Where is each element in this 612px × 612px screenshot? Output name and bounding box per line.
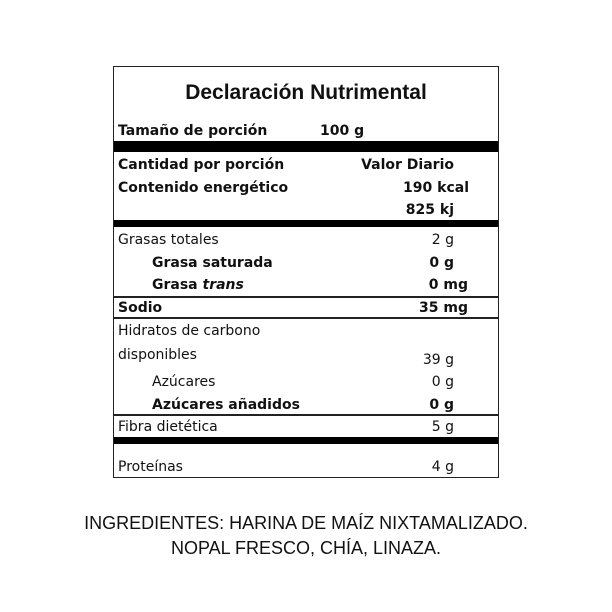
trans-fat-label-prefix: Grasa bbox=[152, 277, 203, 293]
sugars-label: Azúcares bbox=[152, 374, 216, 390]
trans-fat-value: 0 mg bbox=[428, 277, 468, 293]
ingredients-line-1 bbox=[0, 511, 612, 536]
nutrition-facts-label bbox=[113, 66, 499, 478]
divider bbox=[114, 414, 498, 416]
ingredients-text bbox=[0, 511, 612, 561]
carbs-label-line2: disponibles bbox=[118, 347, 197, 363]
total-fat-value: 2 g bbox=[431, 232, 454, 248]
trans-fat-label-italic: trans bbox=[202, 277, 244, 293]
ingredients-heading: INGREDIENTES: bbox=[84, 513, 225, 533]
thick-divider bbox=[114, 437, 498, 444]
thick-divider bbox=[114, 220, 498, 227]
protein-value: 4 g bbox=[431, 459, 454, 475]
saturated-fat-value: 0 g bbox=[429, 255, 454, 271]
serving-size-value: 100 g bbox=[320, 123, 365, 139]
daily-value-label: Valor Diario bbox=[361, 157, 454, 173]
sodium-value: 35 mg bbox=[419, 300, 468, 316]
trans-fat-label bbox=[118, 275, 244, 295]
protein-label: Proteínas bbox=[118, 459, 183, 475]
serving-size-label: Tamaño de porción bbox=[118, 123, 268, 139]
fiber-value: 5 g bbox=[431, 419, 454, 435]
fiber-label: Fibra dietética bbox=[118, 419, 218, 435]
added-sugars-label: Azúcares añadidos bbox=[152, 397, 300, 413]
ingredients-list-1: HARINA DE MAÍZ NIXTAMALIZADO. bbox=[224, 513, 528, 533]
amount-per-serving-label: Cantidad por porción bbox=[118, 157, 285, 173]
divider bbox=[114, 317, 498, 319]
added-sugars-value: 0 g bbox=[429, 397, 454, 413]
thick-divider bbox=[114, 141, 498, 152]
ingredients-line-2: NOPAL FRESCO, CHÍA, LINAZA. bbox=[170, 538, 442, 558]
label-title: Declaración Nutrimental bbox=[185, 81, 427, 104]
carbs-label-line1: Hidratos de carbono bbox=[118, 323, 261, 339]
carbs-value: 39 g bbox=[422, 352, 454, 368]
saturated-fat-label: Grasa saturada bbox=[152, 255, 273, 271]
energy-kj: 825 kj bbox=[405, 202, 454, 218]
energy-kcal: 190 kcal bbox=[403, 180, 469, 196]
total-fat-label: Grasas totales bbox=[118, 232, 219, 248]
energy-label: Contenido energético bbox=[118, 180, 289, 196]
sodium-label: Sodio bbox=[118, 300, 163, 316]
sugars-value: 0 g bbox=[431, 374, 454, 390]
